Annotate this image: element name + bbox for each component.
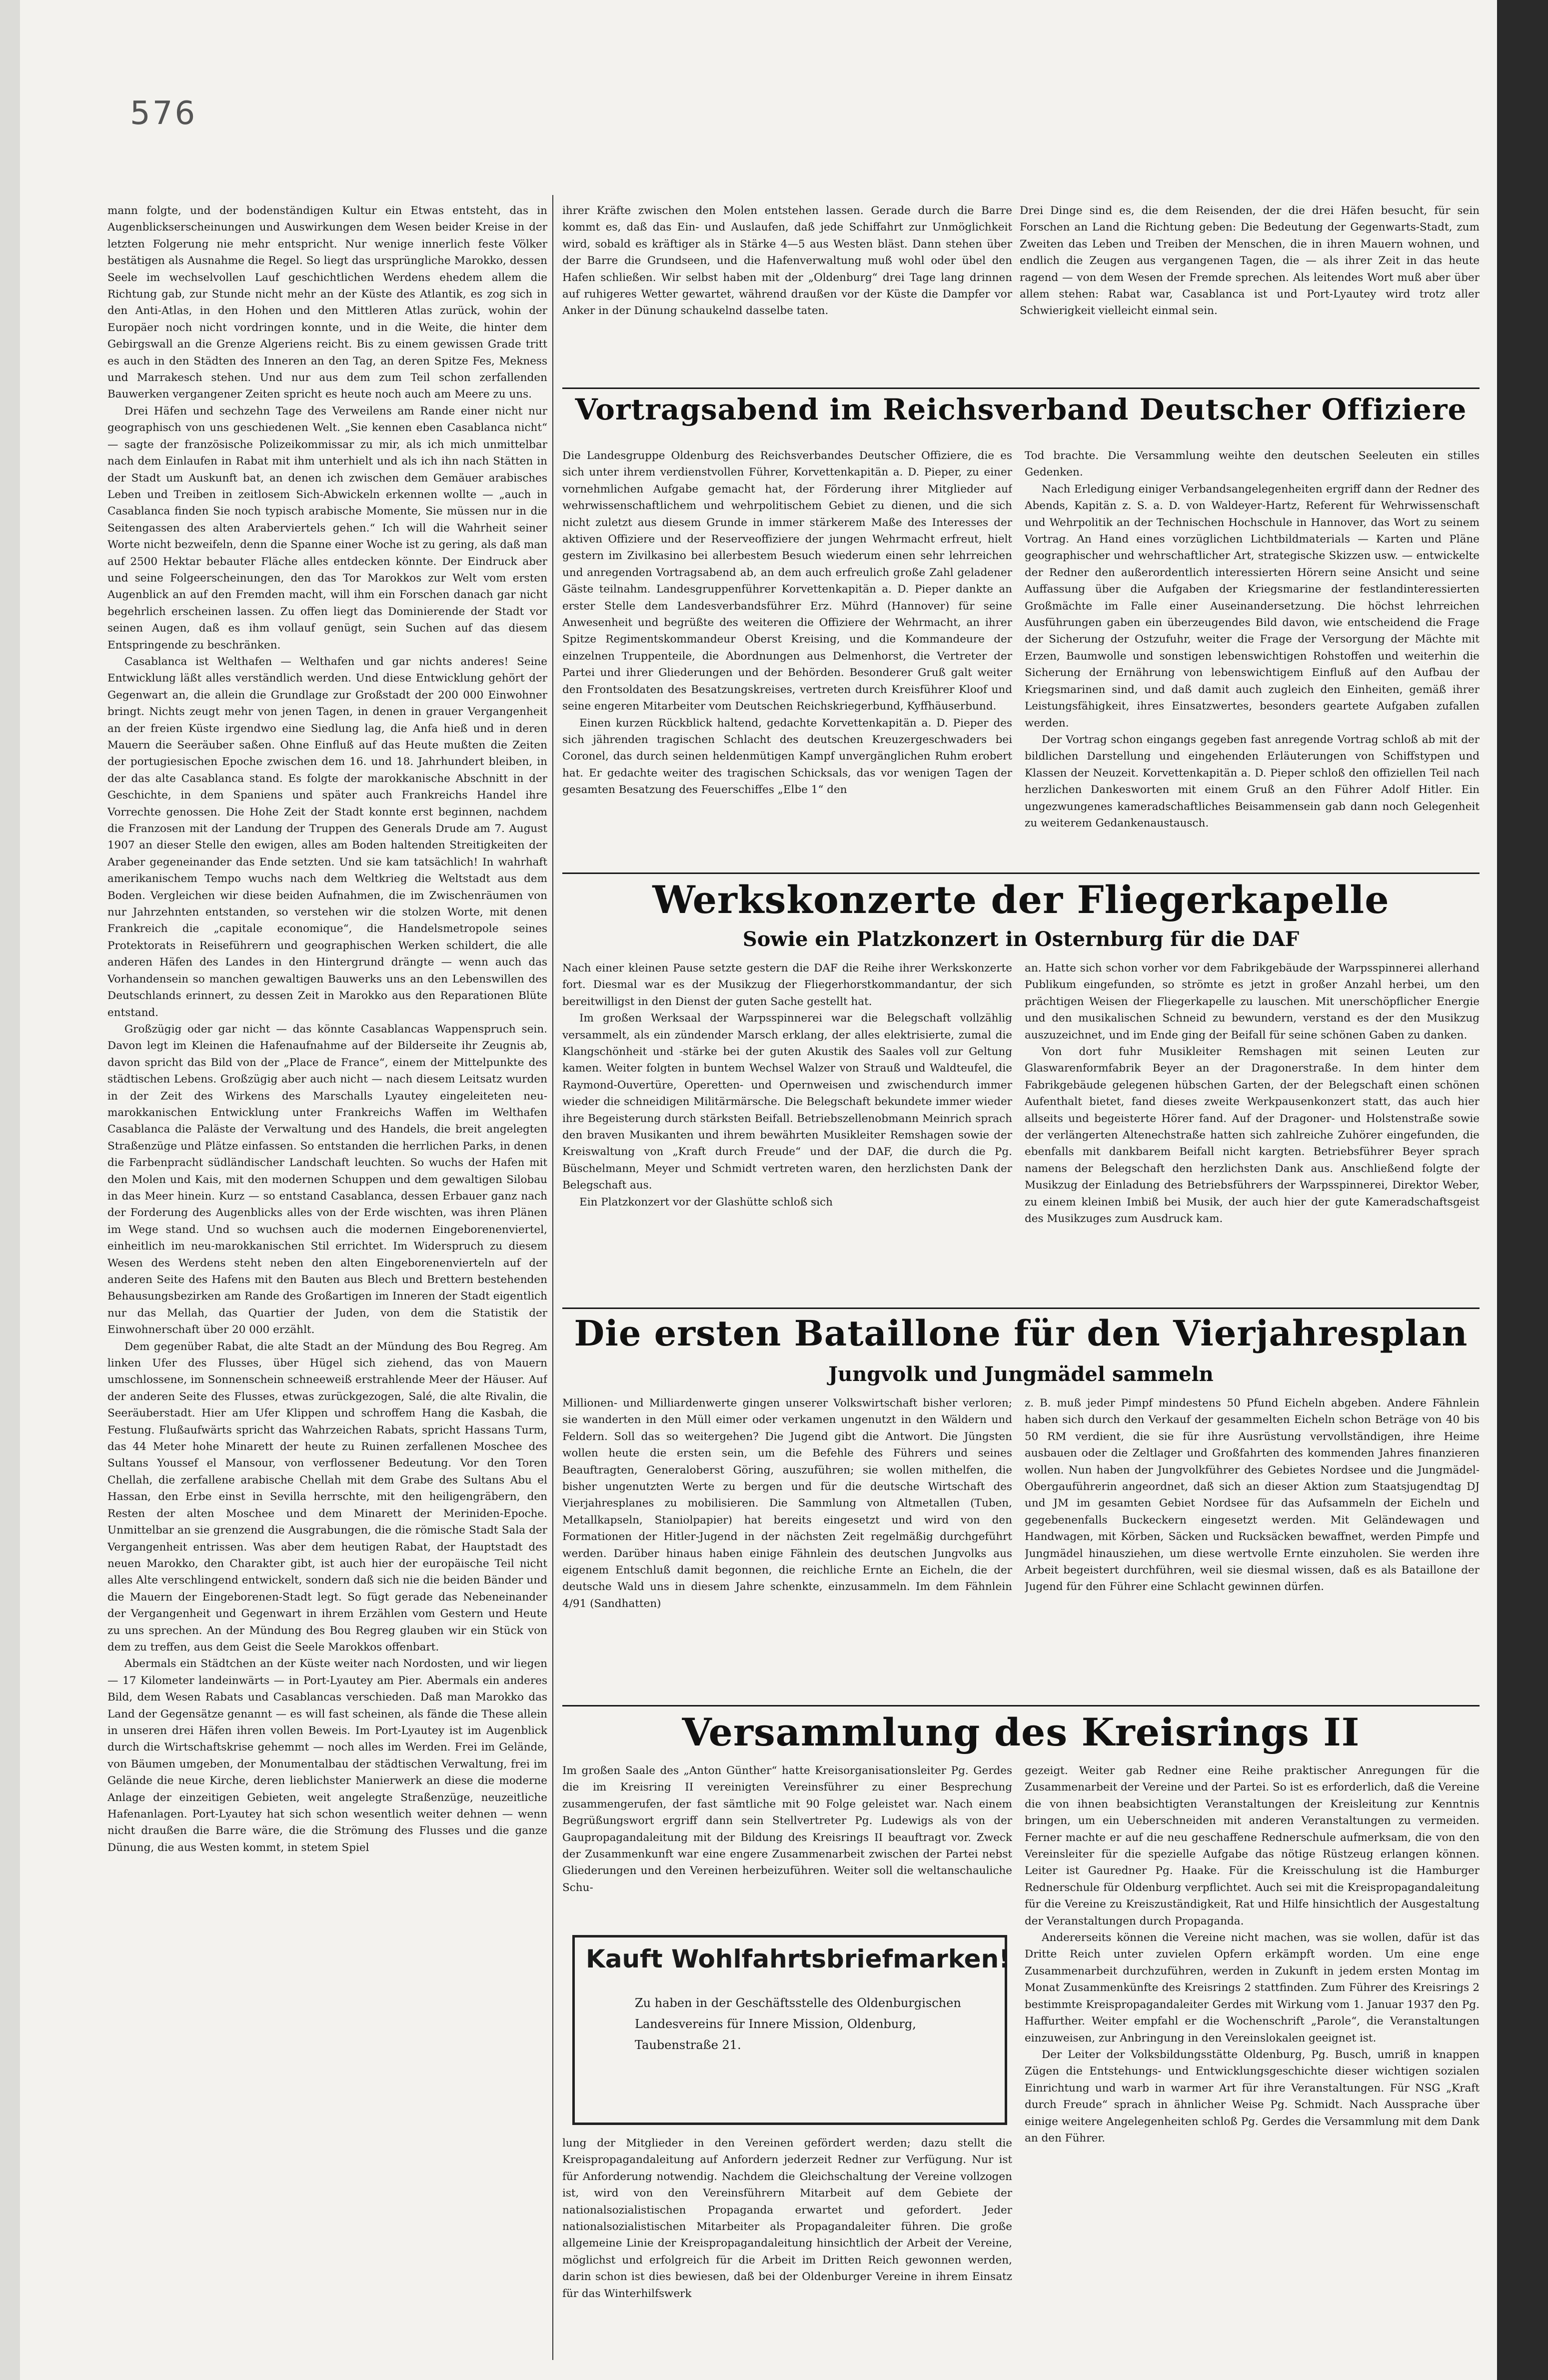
paragraph: Abermals ein Städtchen an der Küste weiter nach Nordosten, und wir liegen — 17 Kilometer landeinwärts — in Port-Lyautey am Pier. Abermals ein anderes Bild, dem Wesen Rabats und Casablancas verschieden. Daß man Marokko das Land der Gegensätze genannt — es will fast scheinen, als fände die These allein in unseren drei Häfen ihren vollen Beweis. Im Port-Lyautey ist im Augenblick durch die Wirtschaftskrise gehemmt — noch alles im Werden. Frei im Gelände, von Bäumen umgeben, der Monumentalbau der städtischen Verwaltung, frei im Gelände die neue Kirche, deren lieblichster Manierwerk an diese die moderne Anlage der einzeitigen Gebieten, weit angelegte Straßenzüge, neuzeitliche Hafenanlagen. Port-Lyautey hat sich schon wesentlich weiter dehnen — wenn nicht draußen die Barre wäre, die die Strömung des Flusses und die ganze Dünung, die aus Westen kommt, in stetem Spiel xyxy=(107,1658,547,1854)
paragraph: lung der Mitglieder in den Vereinen gefördert werden; dazu stellt die Kreispropagandaleitung auf Anfordern jederzeit Redner zur Verfügung. Nur ist für Anforderung notwendig. Nachdem die Gleichschaltung der Vereine vollzogen ist, wird von den Vereinsführern Mitarbeit auf dem Gebiete der nationalsozialistischen Propaganda erwartet und gefordert. Jeder nationalsozialistischen Mitarbeiter als Propagandaleiter führen. Die große allgemeine Linie der Kreispropagandaleitung hinsichtlich der Arbeit der Vereine, möglichst und erfolgreich für die Arbeit im Dritten Reich gewonnen werden, darin schon ist dies bewiesen, daß bei der Oldenburger Vereine in ihrem Einsatz für das Winterhilfswerk xyxy=(562,2137,1012,2300)
paragraph: Von dort fuhr Musikleiter Remshagen mit seinen Leuten zur Glaswarenformfabrik Beyer an der Dragonerstraße. In dem hinter dem Fabrikgebäude gelegenen hübschen Garten, der der Belegschaft einen schönen Aufenthalt bietet, fand dieses zweite Werkpausenkonzert statt, das auch hier allseits und begeisterte Hörer fand. Auf der Dragoner- und Holstenstraße sowie der verlängerten Altenechstraße hatten sich zahlreiche Zuhörer eingefunden, die ebenfalls mit dankbarem Beifall nicht kargten. Betriebsführer Beyer sprach namens der Belegschaft den herzlichsten Dank aus. Anschließend folgte der Musikzug der Einladung des Betriebsführers der Warpsspinnerei, Direktor Weber, zu einem kleinen Imbiß bei Musik, der auch hier der gute Kameradschaftsgeist des Musikzuges zum Ausdruck kam. xyxy=(1025,1046,1480,1226)
paragraph: Einen kurzen Rückblick haltend, gedachte Korvettenkapitän a. D. Pieper des sich jährenden tragischen Schlacht des deutschen Kreuzergeschwaders bei Coronel, das durch seinen heldenmütigen Kampf unvergänglichen Ruhm erobert hat. Er gedachte weiter des tragischen Schicksals, das vor wenigen Tagen der gesamten Besatzung des Feuerschiffes „Elbe 1“ den xyxy=(562,716,1012,796)
concert-headline: Werkskonzerte der Fliegerkapelle xyxy=(652,878,1390,922)
morocco-article-col2 xyxy=(562,202,1012,382)
assembly-headline: Versammlung des Kreisrings II xyxy=(682,1710,1360,1754)
paragraph: Nach einer kleinen Pause setzte gestern die DAF die Reihe ihrer Werkskonzerte fort. Diesmal war es der Musikzug der Fliegerhorstkommandantur, der sich bereitwilligst in den Dienst der guten Sache gestellt hat. xyxy=(562,962,1012,1008)
paragraph: Millionen- und Milliardenwerte gingen unserer Volkswirtschaft bisher verloren; sie wanderten in den Müll eimer oder verkamen ungenutzt in den Wäldern und Feldern. Soll das so weitergehen? Die Jugend gibt die Antwort. Die Jüngsten wollen heute die ersten sein, um die Befehle des Führers und seines Beauftragten, Generaloberst Göring, auszuführen; sie wollen mithelfen, die bisher ungenutzten Werte zu bergen und für die deutsche Wirtschaft des Vierjahresplanes zu mobilisieren. Die Sammlung von Altmetallen (Tuben, Metallkapseln, Staniolpapier) hat bereits eingesetzt und wird von den Formationen der Hitler-Jugend in der nächsten Zeit regelmäßig durchgeführt werden. Darüber hinaus haben einige Fähnlein des deutschen Jungvolks aus eigenem Entschluß damit begonnen, die reichliche Ernte an Eicheln, die der deutsche Wald uns in diesem Jahre schenkte, einzusammeln. Im dem Fähnlein 4/91 (Sandhatten) xyxy=(562,1397,1012,1610)
page-number: 576 xyxy=(130,95,197,132)
paragraph: Andererseits können die Vereine nicht machen, was sie wollen, dafür ist das Dritte Reich unter zuvielen Opfern erkämpft worden. Um eine enge Zusammenarbeit durchzuführen, werden in Zukunft in jedem ersten Montag im Monat Zusammenkünfte des Kreisrings 2 stattfinden. Zum Führer des Kreisrings 2 bestimmte Kreispropagandaleiter Gerdes mit Wirkung vom 1. Januar 1937 den Pg. Haffurther. Weiter empfahl er die Wochenschrift „Parole“, die Veranstaltungen einzuweisen, zur Anbringung in den Vereinslokalen geeignet ist. xyxy=(1025,1932,1480,2044)
section-rule xyxy=(562,872,1480,874)
paragraph: Großzügig oder gar nicht — das könnte Casablancas Wappenspruch sein. Davon legt im Kleinen die Hafenaufnahme auf der Bilderseite ihr Zeugnis ab, davon spricht das Bild von der „Place de France“, einem der Mittelpunkte des städtischen Lebens. Großzügig aber auch nicht — nach diesem Leitsatz wurden in der Zeit des Wirkens des Marschalls Lyautey eingeleiteten neu-marokkanischen Entwicklung unter Frankreichs Waffen im Welthafen Casablanca die Paläste der Verwaltung und des Handels, die breit angelegten Straßenzüge und Plätze einfassen. So entstanden die herrlichen Parks, in denen die Farbenpracht südländischer Landschaft leuchten. So wuchs der Hafen mit den Molen und Kais, mit den modernen Schuppen und dem gewaltigen Silobau in das Meer hinein. Kurz — so entstand Casablanca, dessen Erbauer ganz nach der Forderung des Augenblicks alles von der Erde wischten, was ihren Plänen im Wege stand. Und so wuchsen auch die modernen Eingeborenenviertel, einheitlich im neu-marokkanischen Stil errichtet. Im Widerspruch zu diesem Wesen des Werdens steht neben den alten Eingeborenenvierteln auf der anderen Seite des Hafens mit den Bauten aus Blech und Brettern bestehenden Behausungsbezirken am Rande des Großartigen im Inneren der Stadt eigentlich nur das Mellah, das Quartier der Juden, von dem die Statistik der Einwohnerschaft über 20 000 erzählt. xyxy=(107,1022,547,1336)
officers-article-col-b xyxy=(1025,448,1480,892)
stamps-advert-box xyxy=(572,1935,1010,2125)
column-divider xyxy=(552,195,553,2360)
stamps-advert-text: Zu haben in der Geschäftsstelle des Oldenburgischen Landesvereins für Innere Mission, Oldenburg, Taubenstraße 21. xyxy=(635,1996,961,2052)
paragraph: Ein Platzkonzert vor der Glashütte schloß sich xyxy=(579,1196,833,1208)
paragraph: Casablanca ist Welthafen — Welthafen und gar nichts anderes! Seine Entwicklung läßt alles verständlich werden. Und diese Entwicklung gehört der Gegenwart an, die allein die Grundlage zur Großstadt der 200 000 Einwohner bringt. Nichts zeugt mehr von jenen Tagen, in denen in grauer Vergangenheit an der freien Küste irgendwo eine Siedlung lag, die Anfa hieß und in deren Mauern die Seeräuber saßen. Ohne Einfluß auf das Heute mußten die Zeiten der portugiesischen Epoche zwischen dem 16. und 18. Jahrhundert bleiben, in der das alte Casablanca stand. Es folgte der marokkanische Abschnitt in der Geschichte, in dem Spaniens und später auch Frankreichs Handel ihre Vorrechte genossen. Die Hohe Zeit der Stadt konnte erst beginnen, nachdem die Franzosen mit der Landung der Truppen des Generals Drude am 7. August 1907 an dieser Stelle den ewigen, alles am Boden haltenden Streitigkeiten der Araber gegeneinander das Ende setzten. Und sie kam tatsächlich! In wahrhaft amerikanischem Tempo wuchs nach dem Weltkrieg die Weltstadt aus dem Boden. Vergleichen wir diese beiden Aufnahmen, die im Zwischenräumen von nur Jahrzehnten entstanden, so verstehen wir die stolzen Worte, mit denen Frankreich die „capitale economique“, die Handelsmetropole seines Protektorats in Reiseführern und geographischen Werken schildert, die alle anderen Häfen des Landes in den Hintergrund drängte — wenn auch das Vorhandensein so manchen gewaltigen Bauwerks uns an den Lebenswillen des Deutschlands erinnert, zu dessen Zeit in Marokko aus den Reparationen Blüte entstand. xyxy=(107,655,547,1019)
paragraph: mann folgte, und der bodenständigen Kultur ein Etwas entsteht, das in Augenblickserscheinungen und Auswirkungen dem Wesen beider Kreise in der letzten Folgerung nie mehr entspricht. Nur wenige innerlich feste Völker bestätigen als Ausnahme die Regel. So liegt das ursprüngliche Marokko, dessen Seele im wechselvollen Lauf geschichtlichen Werdens ehedem allem die Richtung gab, zur Stunde nicht mehr an der Küste des Atlantik, es zog sich in den Anti-Atlas, in den Hohen und den Mittleren Atlas zurück, wohin der Europäer noch nicht vordringen konnte, und in die Weite, die hinter dem Gebirgswall an die Grenze Algeriens reicht. Bis zu einem gewissen Grade tritt es auch in den Städten des Inneren an den Tag, an deren Spitze Fes, Mekness und Marrakesch stehen. Und nur aus dem zum Teil schon zerfallenden Bauwerken vergangener Zeiten spricht es heute noch auch am Meere zu uns. xyxy=(107,204,547,401)
battalions-headline: Die ersten Bataillone für den Vierjahresplan xyxy=(574,1312,1468,1354)
paragraph: ihrer Kräfte zwischen den Molen entstehen lassen. Gerade durch die Barre kommt es, daß das Ein- und Auslaufen, daß jede Schiffahrt zur Unmöglichkeit wird, sobald es kräftiger als in Stärke 4—5 aus Westen bläst. Dann stehen über der Barre die Grundseen, und die Hafenverwaltung muß wohl oder übel den Hafen schließen. Wir selbst haben mit der „Oldenburg“ drei Tage lang drinnen auf ruhigeres Wetter gewartet, während draußen vor der Küste die Dampfer vor Anker in der Dünung schaukelnd dasselbe taten. xyxy=(562,204,1012,318)
assembly-article-col-a xyxy=(562,1762,1012,1932)
paragraph: Drei Häfen und sechzehn Tage des Verweilens am Rande einer nicht nur geographisch von uns geschiedenen Welt. „Sie kennen eben Casablanca nicht“ — sagte der französische Polizeikommissar zu mir, als ich mich unmittelbar nach dem Einlaufen in Rabat mit ihm unterhielt und als ich ihn nach Stätten in der Stadt um Auskunft bat, an denen ich zwischen dem Gemäuer arabisches Leben und Treiben in zeitlosem Sich-Abwickeln erkennen wollte — „auch in Casablanca finden Sie noch typisch arabische Momente, Sie müssen nur in die Seitengassen des alten Araberviertels gehen.“ Ich will die Wahrheit seiner Worte nicht bezweifeln, denn die Spanne einer Woche ist zu gering, als daß man auf 2500 Hektar bebauter Fläche alles entdecken könnte. Der Eindruck aber und seine Folgeerscheinungen, den das Tor Marokkos zur Welt vom ersten Augenblick an auf den Fremden macht, will ihm ein Forschen danach gar nicht begehrlich erscheinen lassen. Zu offen liegt das Dominierende der Stadt vor seinen Augen, daß es ihm vollauf genügt, sein Suchen auf das diesem Entspringende zu beschränken. xyxy=(107,404,547,652)
paragraph: Im großen Saale des „Anton Günther“ hatte Kreisorganisationsleiter Pg. Gerdes die im Kreisring II vereinigten Vereinsführer zu einer Besprechung zusammengerufen, der fast sämtliche mit 90 Folge geleistet war. Nach einem Begrüßungswort ergriff dann sein Stellvertreter Pg. Ludewigs als von der Gaupropagandaleitung mit der Bildung des Kreisrings II beauftragt vor. Zweck der Zusammenkunft war eine engere Zusammenarbeit zwischen der Partei nebst Gliederungen und den Vereinen herbeizuführen. Weiter soll die weltanschauliche Schu- xyxy=(562,1764,1012,1894)
paragraph: Nach Erledigung einiger Verbandsangelegenheiten ergriff dann der Redner des Abends, Kapitän z. S. a. D. von Waldeyer-Hartz, Referent für Wehrwissenschaft und Wehrpolitik an der Technischen Hochschule in Hannover, das Wort zu seinem Vortrag. An Hand eines vorzüglichen Lichtbildmaterials — Karten und Pläne geographischer und wehrschaftlicher Art, strategische Skizzen usw. — entwickelte der Redner den außerordentlich interessierten Hörern seine Ansicht und seine Auffassung über die Aufgaben der Kriegsmarine der festlandinteressierten Großmächte im Falle einer Auseinandersetzung. Die höchst lehrreichen Ausführungen gaben ein überzeugendes Bild davon, wie entscheidend die Frage der Sicherung der Ostzufuhr, weiter die Frage der Versorgung der Mächte mit Erzen, Baumwolle und sonstigen lebenswichtigen Rohstoffen und weiterhin die Sicherung der Ernährung von lebenswichtigem Einfluß auf den Aufbau der Kriegsmarinen sind, und daß damit auch zugleich den Einheiten, gemäß ihrer Leistungsfähigkeit, ihres Einsatzwertes, besonders geartete Aufgaben zufallen werden. xyxy=(1025,482,1480,730)
paragraph: Drei Dinge sind es, die dem Reisenden, der die drei Häfen besucht, für sein Forschen an Land die Richtung geben: Die Bedeutung der Gegenwarts-Stadt, zum Zweiten das Leben und Treiben der Menschen, die in ihren Mauern wohnen, und endlich die Zeugen aus vergangenen Tagen, die — als ihrer Zeit in das heute ragend — von dem Wesen der Fremde sprechen. Als leitendes Wort muß aber über allem stehen: Rabat war, Casablanca ist und Port-Lyautey wird trotz aller Schwierigkeit vielleicht einmal sein. xyxy=(1020,204,1480,318)
concert-article-col-a xyxy=(562,960,1012,1308)
assembly-article-col-b xyxy=(1025,1762,1480,2370)
concert-article-col-b xyxy=(1025,960,1480,1308)
paragraph: an. Hatte sich schon vorher vor dem Fabrikgebäude der Warpsspinnerei allerhand Publikum eingefunden, so strömte es jetzt in großer Anzahl herbei, um den prächtigen Weisen der Fliegerkapelle zu lauschen. Mit unerschöpflicher Energie und den musikalischen Schneid zu bewundern, verstand es der den Musikzug auszuzeichnet, und im Ende ging der Beifall für seine schönen Gaben zu danken. xyxy=(1025,962,1480,1042)
officers-article-col-a xyxy=(562,448,1012,892)
paragraph: Im großen Werksaal der Warpsspinnerei war die Belegschaft vollzählig versammelt, als ein zündender Marsch erklang, der alles elektrisierte, zumal die Klangschönheit und -stärke bei der guten Akustik des Saales voll zur Geltung kamen. Weiter folgten in buntem Wechsel Walzer von Strauß und Waldteufel, die Raymond-Ouvertüre, Operetten- und Opernweisen und zwischendurch immer wieder die schneidigen Militärmärsche. Die Belegschaft bekundete immer wieder ihre Begeisterung durch stärksten Beifall. Betriebszellenobmann Meinrich sprach den braven Musikanten und ihrem bewährten Musikleiter Remshagen sowie der Kreiswaltung von „Kraft durch Freude“ und der DAF, die durch die Pg. Büschelmann, Meyer und Schmidt vertreten waren, den herzlichsten Dank der Belegschaft aus. xyxy=(562,1012,1012,1192)
battalions-subheadline: Jungvolk und Jungmädel sammeln xyxy=(828,1362,1214,1386)
paragraph: Dem gegenüber Rabat, die alte Stadt an der Mündung des Bou Regreg. Am linken Ufer des Flusses, über Hügel sich ziehend, das von Mauern umschlossene, im Sonnenschein schneeweiß erstrahlende Meer der Häuser. Auf der anderen Seite des Flusses, etwas zurückgezogen, Salé, die alte Rivalin, die Seeräuberstadt. Hier am Ufer Klippen und schroffem Hang die Kasbah, die Festung. Flußaufwärts spricht das Wahrzeichen Rabats, spricht Hassans Turm, das 44 Meter hohe Minarett der heute zu Ruinen zerfallenen Moschee des Sultans Youssef el Mansour, von verflossener Bedeutung. Vor den Toren Chellah, die zerfallene arabische Chellah mit dem Grabe des Sultans Abu el Hassan, den Erbe einst in Sevilla herrschte, mit den heiligengräbern, den Resten der alten Moschee und dem Minarett der Meriniden-Epoche. Unmittelbar an sie grenzend die Ausgrabungen, die die römische Stadt Sala der Vergangenheit entrissen. Was aber dem heutigen Rabat, der Hauptstadt des neuen Marokko, den Charakter gibt, ist auch hier der europäische Teil nicht alles Alte verschlingend entwickelt, sondern daß sich nie die beiden Bänder und die Mauern der Eingeborenen-Stadt legt. So fügt gerade das Nebeneinander der Vergangenheit und Gegenwart in ihrem Erzählen vom Gestern und Heute zu uns sprechen. An der Mündung des Bou Regreg glauben wir ein Stück von dem zu treffen, aus dem Geist die Seele Marokkos offenbart. xyxy=(107,1340,547,1654)
paragraph: Der Vortrag schon eingangs gegeben fast anregende Vortrag schloß ab mit der bildlichen Darstellung und eingehenden Erläuterungen von Schiffstypen und Klassen der Neuzeit. Korvettenkapitän a. D. Pieper schloß den offiziellen Teil nach herzlichen Dankesworten mit einem Gruß an den Führer Adolf Hitler. Ein ungezwungenes kameradschaftliches Beisammensein gab dann noch Gelegenheit zu weiterem Gedankenaustausch. xyxy=(1025,733,1480,830)
newspaper-page xyxy=(20,0,1497,2380)
section-rule xyxy=(562,1705,1480,1706)
paragraph: Die Landesgruppe Oldenburg des Reichsverbandes Deutscher Offiziere, die es sich unter ihrem verdienstvollen Führer, Korvettenkapitän a. D. Pieper, zu einer vornehmlichen Aufgabe gemacht hat, der Förderung ihrer Mitglieder auf wehrwissenschaftlichem und wehrpolitischem Gebiet zu dienen, und die sich nicht zuletzt aus diesem Grunde in immer stärkerem Maße des Interesses der aktiven Offiziere und der Reserveoffiziere der jungen Wehrmacht erfreut, hielt gestern im Zivilkasino bei allerbestem Besuch wiederum einen sehr lehrreichen und anregenden Vortragsabend ab, an dem auch erfreulich große Zahl geladener Gäste teilnahm. Landesgruppenführer Korvettenkapitän a. D. Pieper dankte an erster Stelle dem Landesverbandsführer Erz. Mührd (Hannover) für seine Anwesenheit und begrüßte des weiteren die Offiziere der Wehrmacht, an ihrer Spitze Regimentskommandeur Oberst Kreising, und die Kommandeure der einzelnen Truppenteile, die Abordnungen aus Delmenhorst, die Vertreter der Partei und ihrer Gliederungen und der Behörden. Besonderer Gruß galt weiter den Frontsoldaten des Besatzungskreises, vertreten durch Kreisführer Kloof und seine engeren Mitarbeiter vom Deutschen Reichskriegerbund, Kyffhäuserbund. xyxy=(562,450,1012,713)
section-rule xyxy=(562,388,1480,389)
paragraph: Der Leiter der Volksbildungsstätte Oldenburg, Pg. Busch, umriß in knappen Zügen die Entstehungs- und Entwicklungsgeschichte dieser wichtigen sozialen Einrichtung und warb in warmer Art für ihre Veranstaltungen. Für NSG „Kraft durch Freude“ sprach in ähnlicher Weise Pg. Schmidt. Nach Aussprache über einige weitere Angelegenheiten schloß Pg. Gerdes die Versammlung mit dem Dank an den Führer. xyxy=(1025,2048,1480,2144)
section-rule xyxy=(562,1308,1480,1309)
paragraph: z. B. muß jeder Pimpf mindestens 50 Pfund Eicheln abgeben. Andere Fähnlein haben sich durch den Verkauf der gesammelten Eicheln schon Beträge von 40 bis 50 RM verdient, die sie für ihre Ausrüstung vervollständigen, ihre Heime ausbauen oder die Zeltlager und Großfahrten des kommenden Jahres finanzieren wollen. Nun haben der Jungvolkführer des Gebietes Nordsee und die Jungmädel-Obergauführerin angeordnet, daß sich an dieser Aktion zum Staatsjugendtag DJ und JM im gesamten Gebiet Nordsee für das Aufsammeln der Eicheln und gegebenenfalls Buckeckern eingesetzt werden. Mit Geländewagen und Handwagen, mit Körben, Säcken und Rucksäcken bewaffnet, werden Pimpfe und Jungmädel hinausziehen, um diese wertvolle Ernte einzuholen. Sie werden ihre Arbeit begeistert durchführen, weil sie diesmal wissen, daß es als Bataillone der Jugend für den Führer eine Schlacht gewinnen dürfen. xyxy=(1025,1397,1480,1594)
assembly-article-col-a-bottom xyxy=(562,2135,1012,2370)
morocco-article-col1 xyxy=(107,202,547,2370)
officers-headline: Vortragsabend im Reichsverband Deutscher Offiziere xyxy=(575,392,1467,426)
stamps-advert-title: Kauft Wohlfahrtsbriefmarken! xyxy=(586,1944,1010,1974)
morocco-article-col3 xyxy=(1020,202,1480,382)
paragraph: gezeigt. Weiter gab Redner eine Reihe praktischer Anregungen für die Zusammenarbeit der Vereine und der Partei. So ist es erforderlich, daß die Vereine die von ihnen beabsichtigten Veranstaltungen der Kreisleitung zur Kenntnis bringen, um ein Ueberschneiden mit anderen Veranstaltungen zu vermeiden. Ferner machte er auf die neu geschaffene Rednerschule aufmerksam, die von den Vereinsleiter für die spezielle Aufgabe das nötige Rüstzeug erlangen können. Leiter ist Gauredner Pg. Haake. Für die Kreisschulung ist die Hamburger Rednerschule für Oldenburg verpflichtet. Auch sei mit die Kreispropagandaleitung für die Vereine zu Kreiszuständigkeit, Rat und Hilfe hinsichtlich der Ausgestaltung der Veranstaltungen durch Propaganda. xyxy=(1025,1764,1480,1928)
battalions-article-col-b xyxy=(1025,1395,1480,1715)
concert-subheadline: Sowie ein Platzkonzert in Osternburg für die DAF xyxy=(742,928,1300,951)
battalions-article-col-a xyxy=(562,1395,1012,1715)
paragraph: Tod brachte. Die Versammlung weihte den deutschen Seeleuten ein stilles Gedenken. xyxy=(1025,450,1480,479)
scan-edge xyxy=(1497,0,1548,2380)
